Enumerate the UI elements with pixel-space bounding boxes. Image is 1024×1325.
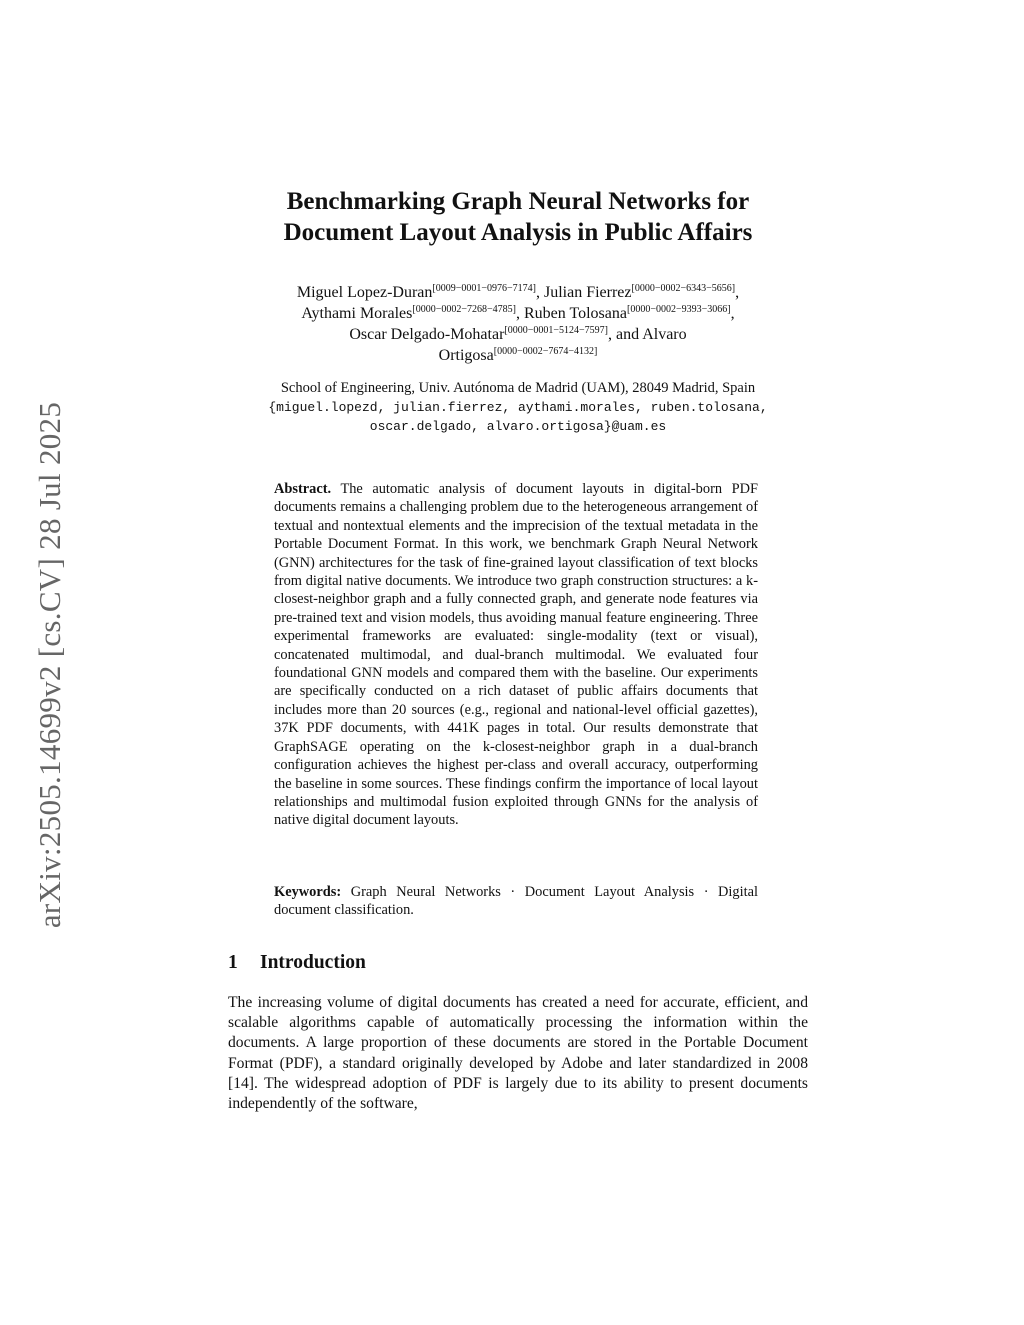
title-line-1: Benchmarking Graph Neural Networks for (286, 188, 750, 215)
keywords-text: Graph Neural Networks · Document Layout Analysis · Digital document classification. (274, 884, 758, 919)
section-heading (228, 952, 366, 974)
paper-title (228, 186, 808, 248)
abstract-label: Abstract. (274, 481, 332, 497)
author-line-1: Miguel Lopez-Duran[0009−0001−0976−7174], Julian Fierrez[0000−0002−6343−5656], (296, 283, 740, 301)
email-line-1: {miguel.lopezd, julian.fierrez, aythami.morales, ruben.tolosana, (268, 400, 768, 415)
author-line-4 (228, 345, 808, 366)
author-orcid: [0000−0001−5124−7597] (504, 325, 608, 336)
author-orcid: [0000−0002−9393−3066] (626, 304, 731, 315)
section-number: 1 (228, 952, 238, 973)
keywords (274, 883, 758, 920)
email-line-2: oscar.delgado, alvaro.ortigosa}@uam.es (369, 419, 667, 434)
author-line-2: Aythami Morales[0000−0002−7268−4785], Ruben Tolosana[0000−0002−9393−3066], (301, 304, 735, 322)
abstract-text: The automatic analysis of document layouts in digital-born PDF documents remains a challenging problem due to the heterogeneous arrangement of textual and nontextual elements and the imprecision of the textual metadata in the Portable Document Format. In this work, we benchmark Graph Neural Network (GNN) architectures for the task of fine-grained layout classification of text blocks from digital native documents. We introduce two graph construction structures: a k-closest-neighbor graph and a fully connected graph, and generate node features via pre-trained text and vision models, thus avoiding manual feature engineering. Three experimental frameworks are evaluated: single-modality (text or visual), concatenated multimodal, and dual-branch multimodal. We evaluated four foundational GNN models and compared them with the baseline. Our experiments are specifically conducted on a rich dataset of public affairs documents that includes more than 20 sources (e.g., regional and national-level official gazettes), 37K PDF documents, with 441K pages in total. Our results demonstrate that GraphSAGE operating on the k-closest-neighbor graph in a dual-branch configuration achieves the highest per-class and overall accuracy, outperforming the baseline in some sources. These findings confirm the importance of local layout relationships and multimodal fusion exploited through GNNs for the analysis of native digital document layouts. (274, 481, 758, 829)
author-orcid: [0000−0002−7268−4785] (412, 304, 516, 315)
section-title: Introduction (260, 952, 366, 973)
arxiv-identifier-text: arXiv:2505.14699v2 [cs.CV] 28 Jul 2025 (32, 401, 67, 929)
intro-paragraph: The increasing volume of digital documents has created a need for accurate, efficient, and scalable algorithms capable of automatically processing the information within the documents. A large proportion of these documents are stored in the Portable Document Format (PDF), a standard originally developed by Adobe and later standardized in 2008 [14]. The widespread adoption of PDF is largely due to its ability to present documents independently of the software, (228, 994, 808, 1113)
author-orcid: [0009−0001−0976−7174] (432, 283, 536, 294)
author-orcid: [0000−0002−6343−5656] (631, 283, 736, 294)
affiliation: School of Engineering, Univ. Autónoma de Madrid (UAM), 28049 Madrid, Spain (280, 380, 756, 396)
keywords-label: Keywords: (274, 884, 342, 900)
author-emails (228, 398, 808, 436)
author-line-3: Oscar Delgado-Mohatar[0000−0001−5124−7597], and Alvaro (349, 325, 687, 343)
abstract (274, 480, 758, 830)
author-name: Ortigosa (438, 347, 494, 364)
author-name: Aythami Morales (301, 305, 413, 322)
title-line-2: Document Layout Analysis in Public Affairs (283, 219, 753, 246)
arxiv-identifier-stamp (30, 380, 70, 950)
author-name: Oscar Delgado-Mohatar (349, 326, 505, 343)
author-name: Julian Fierrez (543, 284, 632, 301)
author-name: Ruben Tolosana (523, 305, 627, 322)
author-list (228, 282, 808, 366)
author-name: Miguel Lopez-Duran (296, 284, 433, 301)
author-orcid: [0000−0002−7674−4132] (493, 346, 598, 357)
